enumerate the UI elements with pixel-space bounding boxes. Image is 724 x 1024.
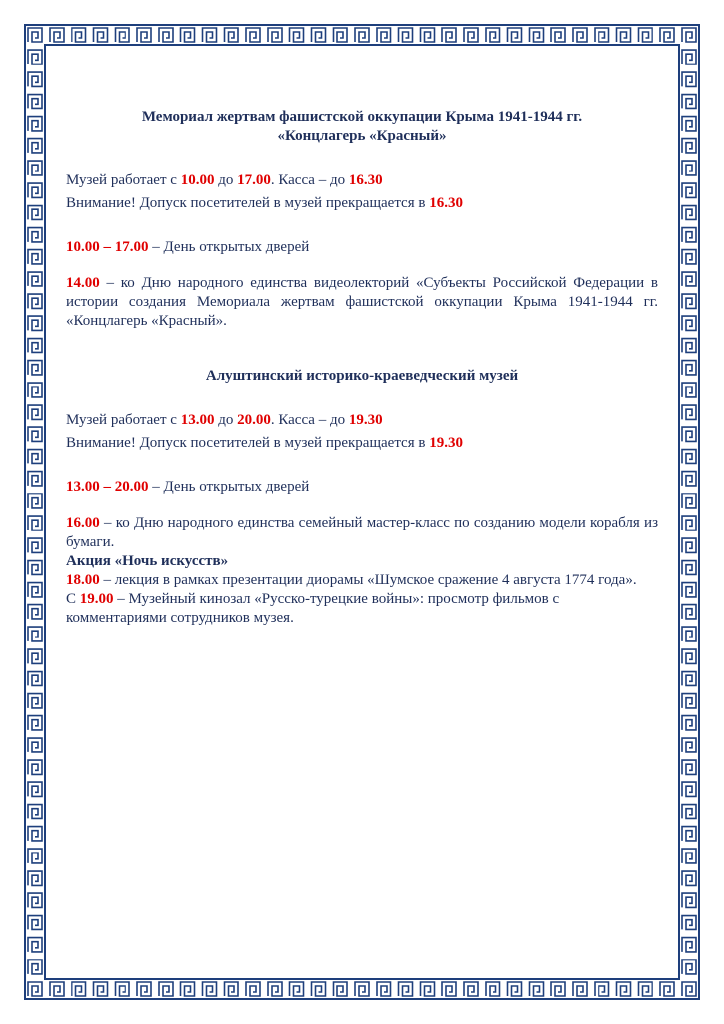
- section1-open-day: 10.00 – 17.00 – День открытых дверей: [66, 239, 310, 255]
- close-time: 17.00: [237, 172, 271, 188]
- section1-hours: Музей работает с 10.00 до 17.00. Касса – до 16.30: [66, 172, 383, 188]
- document-body: [66, 108, 658, 628]
- section2-notice: Внимание! Допуск посетителей в музей прекращается в 19.30: [66, 435, 463, 451]
- promo-title: Акция «Ночь искусств»: [66, 553, 229, 569]
- section2-title: Алуштинский историко-краеведческий музей: [205, 368, 519, 384]
- section1-title-line2: «Концлагерь «Красный»: [277, 128, 447, 144]
- section2-event2: 18.00 – лекция в рамках презентации диорамы «Шумское сражение 4 августа 1774 года».: [66, 572, 637, 588]
- section2-event1: 16.00 – ко Дню народного единства семейный мастер-класс по созданию модели корабля из бумаги.: [66, 515, 658, 550]
- section2-event3: С 19.00 – Музейный кинозал «Русско-турецкие войны»: просмотр фильмов с комментариями сотрудников музея.: [66, 591, 560, 626]
- section2-open-day: 13.00 – 20.00 – День открытых дверей: [66, 479, 310, 495]
- section1-notice: Внимание! Допуск посетителей в музей прекращается в 16.30: [66, 195, 463, 211]
- open-time: 10.00: [180, 172, 215, 188]
- cash-time: 16.30: [348, 172, 383, 188]
- section2-hours: Музей работает с 13.00 до 20.00. Касса – до 19.30: [66, 412, 383, 428]
- section1-event: 14.00 – ко Дню народного единства видеолекторий «Субъекты Российской Федерации в истории создания Мемориала жертвам фашистской оккупации Крыма 1941-1944 гг. «Концлагерь «Красный».: [66, 275, 658, 329]
- section1-title-line1: Мемориал жертвам фашистской оккупации Крыма 1941-1944 гг.: [141, 109, 583, 125]
